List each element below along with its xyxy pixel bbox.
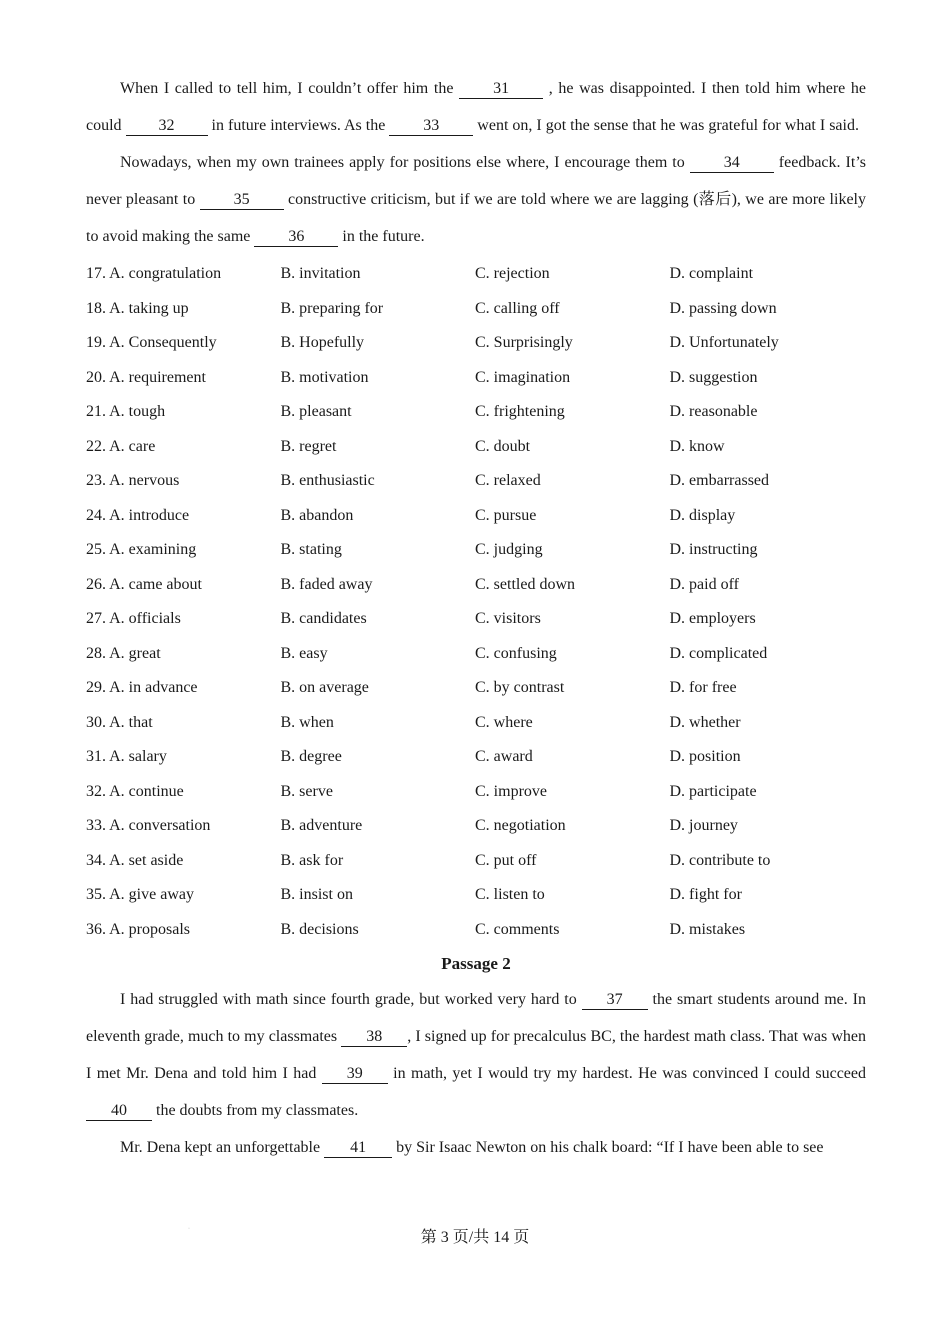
- option: 29. A. in advance: [86, 679, 198, 697]
- option: B. insist on: [280, 886, 353, 904]
- option: D. embarrassed: [669, 472, 770, 490]
- option: 31. A. salary: [86, 748, 167, 766]
- option: 35. A. give away: [86, 886, 194, 904]
- option: D. reasonable: [669, 403, 758, 421]
- text-segment: constructive criticism, but if we are told where we are lagging (落后), we are more likely to avoid making the same: [86, 191, 866, 245]
- blank-32: 32: [126, 117, 208, 136]
- option: B. serve: [280, 782, 333, 800]
- text-segment: went on, I got the sense that he was grateful for what I said.: [473, 117, 859, 134]
- option: C. rejection: [475, 265, 550, 283]
- option: 27. A. officials: [86, 610, 181, 628]
- option: D. passing down: [669, 299, 777, 317]
- option: 18. A. taking up: [86, 299, 189, 317]
- option: C. calling off: [475, 299, 560, 317]
- option: B. preparing for: [280, 299, 384, 317]
- option: B. abandon: [280, 506, 354, 524]
- option: C. doubt: [475, 437, 531, 455]
- option: C. Surprisingly: [475, 334, 573, 352]
- option: 25. A. examining: [86, 541, 197, 559]
- option: 33. A. conversation: [86, 817, 211, 835]
- paragraph-1: [86, 70, 866, 144]
- option: C. confusing: [475, 644, 557, 662]
- option-row: [86, 292, 866, 327]
- blank-39: 39: [322, 1065, 388, 1084]
- option-row: [86, 775, 866, 810]
- option: C. frightening: [475, 403, 565, 421]
- option: D. complaint: [669, 265, 754, 283]
- option: B. adventure: [280, 817, 363, 835]
- answer-options: [86, 257, 866, 947]
- text-segment: by Sir Isaac Newton on his chalk board: “If I have been able to see: [392, 1139, 824, 1156]
- blank-31: 31: [459, 80, 543, 99]
- text-segment: When I called to tell him, I couldn’t offer him the: [120, 80, 460, 97]
- option: D. complicated: [669, 644, 768, 662]
- blank-34: 34: [690, 154, 774, 173]
- option: B. invitation: [280, 265, 361, 283]
- option: 23. A. nervous: [86, 472, 180, 490]
- option: 34. A. set aside: [86, 851, 184, 869]
- option-row: [86, 533, 866, 568]
- stray-mark: ·: [188, 1226, 190, 1232]
- paragraph-3: [86, 981, 866, 1129]
- option: B. faded away: [280, 575, 373, 593]
- blank-38: 38: [341, 1028, 407, 1047]
- option-row: [86, 878, 866, 913]
- text-segment: feedback. It’s never pleasant to: [86, 154, 866, 208]
- text-segment: in future interviews. As the: [207, 117, 390, 134]
- blank-41: 41: [324, 1139, 392, 1158]
- text-segment: I had struggled with math since fourth grade, but worked very hard to: [120, 991, 582, 1008]
- option: D. for free: [669, 679, 737, 697]
- option: D. participate: [669, 782, 757, 800]
- option: B. candidates: [280, 610, 367, 628]
- option-row: [86, 326, 866, 361]
- option: C. award: [475, 748, 533, 766]
- option: B. degree: [280, 748, 342, 766]
- option: 17. A. congratulation: [86, 265, 222, 283]
- option: C. negotiation: [475, 817, 566, 835]
- option-row: [86, 361, 866, 396]
- option: D. paid off: [669, 575, 739, 593]
- option: 32. A. continue: [86, 782, 184, 800]
- option: 28. A. great: [86, 644, 161, 662]
- option: B. regret: [280, 437, 337, 455]
- option-row: [86, 844, 866, 879]
- option: D. position: [669, 748, 741, 766]
- option: D. mistakes: [669, 920, 746, 938]
- document-page: [86, 70, 866, 1166]
- option: B. Hopefully: [280, 334, 365, 352]
- option: C. put off: [475, 851, 537, 869]
- option-row: [86, 257, 866, 292]
- option: D. suggestion: [669, 368, 758, 386]
- option: B. stating: [280, 541, 342, 559]
- option: B. when: [280, 713, 334, 731]
- option: B. on average: [280, 679, 369, 697]
- option: D. whether: [669, 713, 741, 731]
- text-segment: in the future.: [338, 228, 425, 245]
- option: C. comments: [475, 920, 560, 938]
- paragraph-2: [86, 144, 866, 255]
- option-row: [86, 568, 866, 603]
- text-segment: , I signed up for precalculus BC, the hardest math class. That was when I met Mr. Dena and told him I had: [86, 1028, 866, 1082]
- option: 36. A. proposals: [86, 920, 190, 938]
- option-row: [86, 637, 866, 672]
- option: C. listen to: [475, 886, 545, 904]
- option-row: [86, 499, 866, 534]
- option: D. Unfortunately: [669, 334, 779, 352]
- text-segment: Mr. Dena kept an unforgettable: [120, 1139, 325, 1156]
- blank-36: 36: [254, 228, 338, 247]
- option: 26. A. came about: [86, 575, 202, 593]
- option-row: [86, 809, 866, 844]
- option-row: [86, 706, 866, 741]
- option: C. judging: [475, 541, 543, 559]
- option-row: [86, 740, 866, 775]
- option: C. improve: [475, 782, 547, 800]
- option: D. know: [669, 437, 725, 455]
- text-segment: the doubts from my classmates.: [152, 1102, 359, 1119]
- option: C. relaxed: [475, 472, 541, 490]
- option-row: [86, 395, 866, 430]
- blank-33: 33: [389, 117, 473, 136]
- option: C. where: [475, 713, 533, 731]
- option: C. visitors: [475, 610, 541, 628]
- blank-40: 40: [86, 1102, 152, 1121]
- option: 21. A. tough: [86, 403, 166, 421]
- passage-title: Passage 2: [441, 954, 511, 973]
- option: B. easy: [280, 644, 328, 662]
- paragraph-4: [86, 1129, 866, 1166]
- option: 30. A. that: [86, 713, 153, 731]
- option: 19. A. Consequently: [86, 334, 217, 352]
- option-row: [86, 430, 866, 465]
- option: B. motivation: [280, 368, 369, 386]
- page-footer: 第 3 页/共 14 页: [420, 1229, 530, 1246]
- option: D. display: [669, 506, 736, 524]
- option-row: [86, 913, 866, 948]
- option: B. enthusiastic: [280, 472, 375, 490]
- option: 20. A. requirement: [86, 368, 206, 386]
- option-row: [86, 671, 866, 706]
- option: D. employers: [669, 610, 756, 628]
- option: C. pursue: [475, 506, 537, 524]
- option: C. by contrast: [475, 679, 565, 697]
- option: C. imagination: [475, 368, 571, 386]
- text-segment: Nowadays, when my own trainees apply for positions else where, I encourage them to: [120, 154, 690, 171]
- option: B. decisions: [280, 920, 359, 938]
- option: 24. A. introduce: [86, 506, 190, 524]
- option: C. settled down: [475, 575, 575, 593]
- option: D. fight for: [669, 886, 742, 904]
- blank-37: 37: [582, 991, 648, 1010]
- option: 22. A. care: [86, 437, 156, 455]
- text-segment: in math, yet I would try my hardest. He was convinced I could succeed: [387, 1065, 867, 1082]
- option-row: [86, 602, 866, 637]
- option: D. journey: [669, 817, 738, 835]
- option: B. pleasant: [280, 403, 352, 421]
- option: B. ask for: [280, 851, 344, 869]
- option: D. contribute to: [669, 851, 771, 869]
- option-row: [86, 464, 866, 499]
- option: D. instructing: [669, 541, 758, 559]
- blank-35: 35: [200, 191, 284, 210]
- text-segment: the smart students around me. In eleventh grade, much to my classmates: [86, 991, 867, 1045]
- text-segment: , he was disappointed. I then told him where he could: [86, 80, 867, 134]
